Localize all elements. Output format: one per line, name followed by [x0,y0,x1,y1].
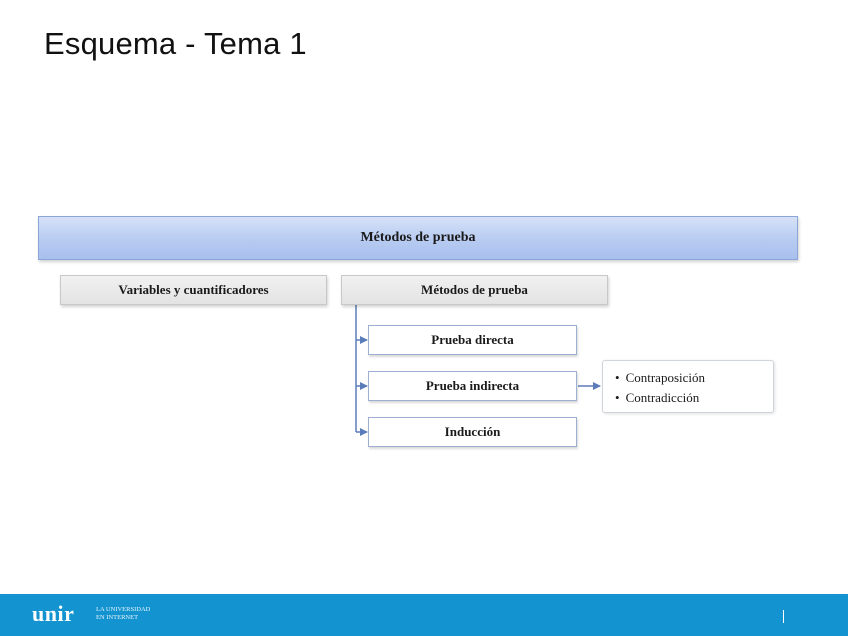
prueba-indirecta-box: Prueba indirecta [368,371,577,401]
indirect-details-box [602,360,774,413]
bullet-item [615,368,773,388]
bullet-item [615,388,773,408]
contradiccion-label: Contradicción [625,390,700,405]
prueba-directa-box: Prueba directa [368,325,577,355]
variables-cuantificadores-box: Variables y cuantificadores [60,275,327,305]
header-band: Métodos de prueba [38,216,798,260]
page-indicator [783,610,784,623]
unir-logo: unir [32,601,75,626]
bullet-icon: • [615,370,620,385]
logo-tagline-line1: LA UNIVERSIDAD [96,606,151,613]
bullet-icon: • [615,390,620,405]
contraposicion-label: Contraposición [625,370,705,385]
slide-title: Esquema - Tema 1 [44,26,307,61]
unir-logo-tagline [96,606,150,622]
metodos-prueba-box: Métodos de prueba [341,275,608,305]
logo-tagline-line2: EN INTERNET [96,614,139,621]
footer-bar [0,594,848,636]
induccion-box: Inducción [368,417,577,447]
